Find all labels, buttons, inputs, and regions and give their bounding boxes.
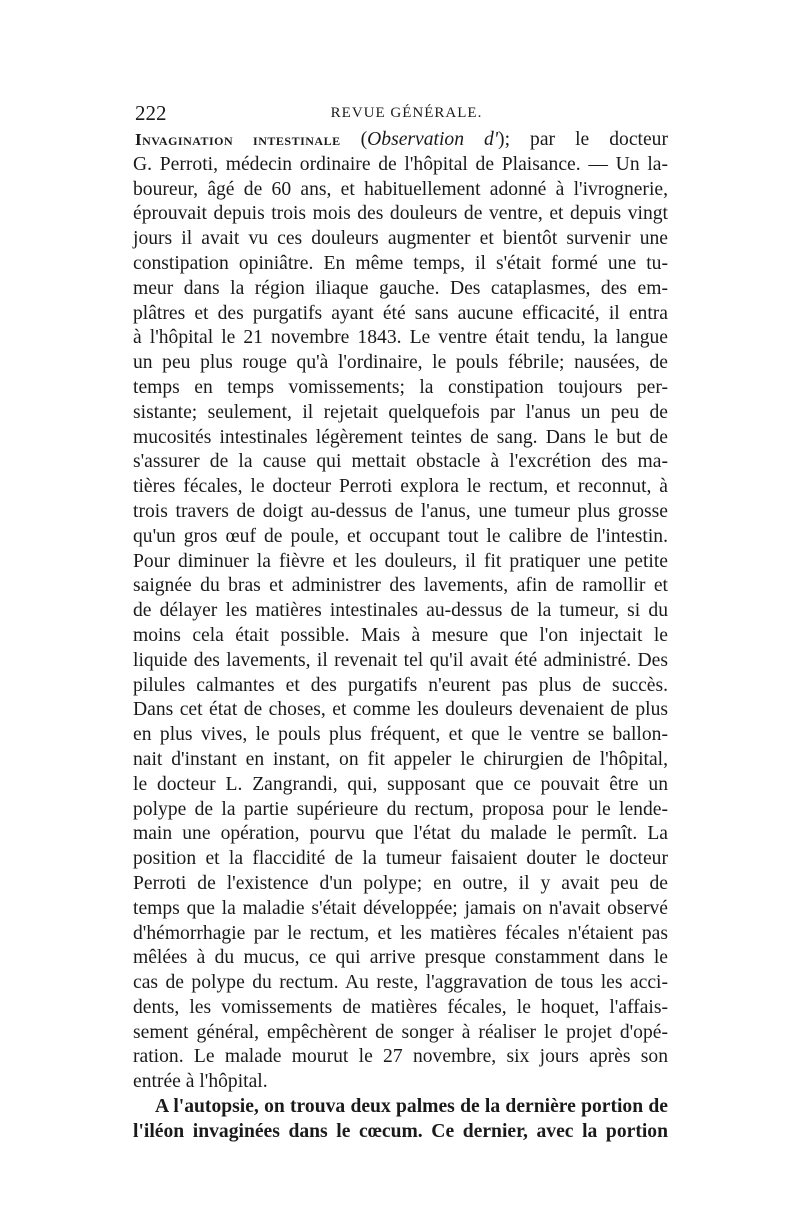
text-line: jours il avait vu ces douleurs augmenter et bientôt survenir une bbox=[133, 228, 668, 250]
text-line: saignée du bras et administrer des lavements, afin de ramollir et bbox=[133, 575, 668, 597]
text-line: s'assurer de la cause qui mettait obstacle à l'excrétion des ma- bbox=[133, 451, 668, 473]
text-line: temps en temps vomissements; la constipation toujours per- bbox=[133, 376, 668, 398]
section-heading: Invagination intestinale bbox=[135, 130, 341, 149]
first-line bbox=[133, 128, 668, 153]
text-line: moins cela était possible. Mais à mesure que l'on injectait le bbox=[133, 624, 668, 646]
text-line: temps que la maladie s'était développée; jamais on n'avait observé bbox=[133, 897, 668, 919]
paragraph-autopsy bbox=[133, 1095, 668, 1145]
text-line: meur dans la région iliaque gauche. Des cataplasmes, des em- bbox=[133, 277, 668, 299]
text-line: mêlées à du mucus, ce qui arrive presque constamment dans le bbox=[133, 947, 668, 969]
text-line: éprouvait depuis trois mois des douleurs de ventre, et depuis vingt bbox=[133, 203, 668, 225]
text-line: Dans cet état de choses, et comme les douleurs devenaient de plus bbox=[133, 699, 668, 721]
text-line: constipation opiniâtre. En même temps, il s'était formé une tu- bbox=[133, 252, 668, 274]
text-line: Perroti de l'existence d'un polype; en outre, il y avait peu de bbox=[133, 872, 668, 894]
text-line: sistante; seulement, il rejetait quelquefois par l'anus un peu de bbox=[133, 401, 668, 423]
text-line: d'hémorrhagie par le rectum, et les matières fécales n'étaient pas bbox=[133, 922, 668, 944]
text-line: Pour diminuer la fièvre et les douleurs, il fit pratiquer une petite bbox=[133, 550, 668, 572]
text-line: l'iléon invaginées dans le cœcum. Ce dernier, avec la portion bbox=[133, 1120, 668, 1142]
obs-open: ( bbox=[360, 129, 368, 150]
text-line: dents, les vomissements de matières fécales, le hoquet, l'affais- bbox=[133, 996, 668, 1018]
text-line: position et la flaccidité de la tumeur faisaient douter le docteur bbox=[133, 848, 668, 870]
text-line: cas de polype du rectum. Au reste, l'aggravation de tous les acci- bbox=[133, 972, 668, 994]
article-body bbox=[133, 128, 668, 1145]
text-line: un peu plus rouge qu'à l'ordinaire, le pouls fébrile; nausées, de bbox=[133, 352, 668, 374]
text-line: plâtres et des purgatifs ayant été sans aucune efficacité, il entra bbox=[133, 302, 668, 324]
text-line: tières fécales, le docteur Perroti explora le rectum, et reconnut, à bbox=[133, 476, 668, 498]
page-number: 222 bbox=[135, 101, 167, 125]
text-line: sement général, empêchèrent de songer à réaliser le projet d'opé- bbox=[133, 1021, 668, 1043]
text-line: A l'autopsie, on trouva deux palmes de la dernière portion de bbox=[155, 1096, 668, 1118]
text-line: ration. Le malade mourut le 27 novembre, six jours après son bbox=[133, 1046, 668, 1068]
heading-tail: ); par le docteur bbox=[498, 129, 668, 150]
running-head bbox=[133, 98, 668, 128]
text-line: liquide des lavements, il revenait tel qu'il avait été administré. Des bbox=[133, 649, 668, 671]
text-line: à l'hôpital le 21 novembre 1843. Le ventre était tendu, la langue bbox=[133, 327, 668, 349]
text-line: entrée à l'hôpital. bbox=[133, 1071, 268, 1093]
observation-label: Observation d' bbox=[367, 129, 499, 150]
text-line: G. Perroti, médecin ordinaire de l'hôpital de Plaisance. — Un la- bbox=[133, 153, 668, 175]
document-page bbox=[133, 98, 668, 1145]
text-line: le docteur L. Zangrandi, qui, supposant que ce pouvait être un bbox=[133, 773, 668, 795]
text-line: boureur, âgé de 60 ans, et habituellement adonné à l'ivrognerie, bbox=[133, 178, 668, 200]
paragraph-observation bbox=[133, 128, 668, 1095]
text-line: nait d'instant en instant, on fit appeler le chirurgien de l'hôpital, bbox=[133, 748, 668, 770]
text-line: trois travers de doigt au-dessus de l'anus, une tumeur plus grosse bbox=[133, 500, 668, 522]
text-line: main une opération, pourvu que l'état du malade le permît. La bbox=[133, 823, 668, 845]
running-title: REVUE GÉNÉRALE. bbox=[330, 105, 483, 121]
text-line: de délayer les matières intestinales au-dessus de la tumeur, si du bbox=[133, 600, 668, 622]
text-line: polype de la partie supérieure du rectum, proposa pour le lende- bbox=[133, 798, 668, 820]
text-line: qu'un gros œuf de poule, et occupant tout le calibre de l'intestin. bbox=[133, 525, 668, 547]
text-line: pilules calmantes et des purgatifs n'eurent pas plus de succès. bbox=[133, 674, 668, 696]
text-line: en plus vives, le pouls plus fréquent, et que le ventre se ballon- bbox=[133, 724, 668, 746]
text-line: mucosités intestinales légèrement teintes de sang. Dans le but de bbox=[133, 426, 668, 448]
